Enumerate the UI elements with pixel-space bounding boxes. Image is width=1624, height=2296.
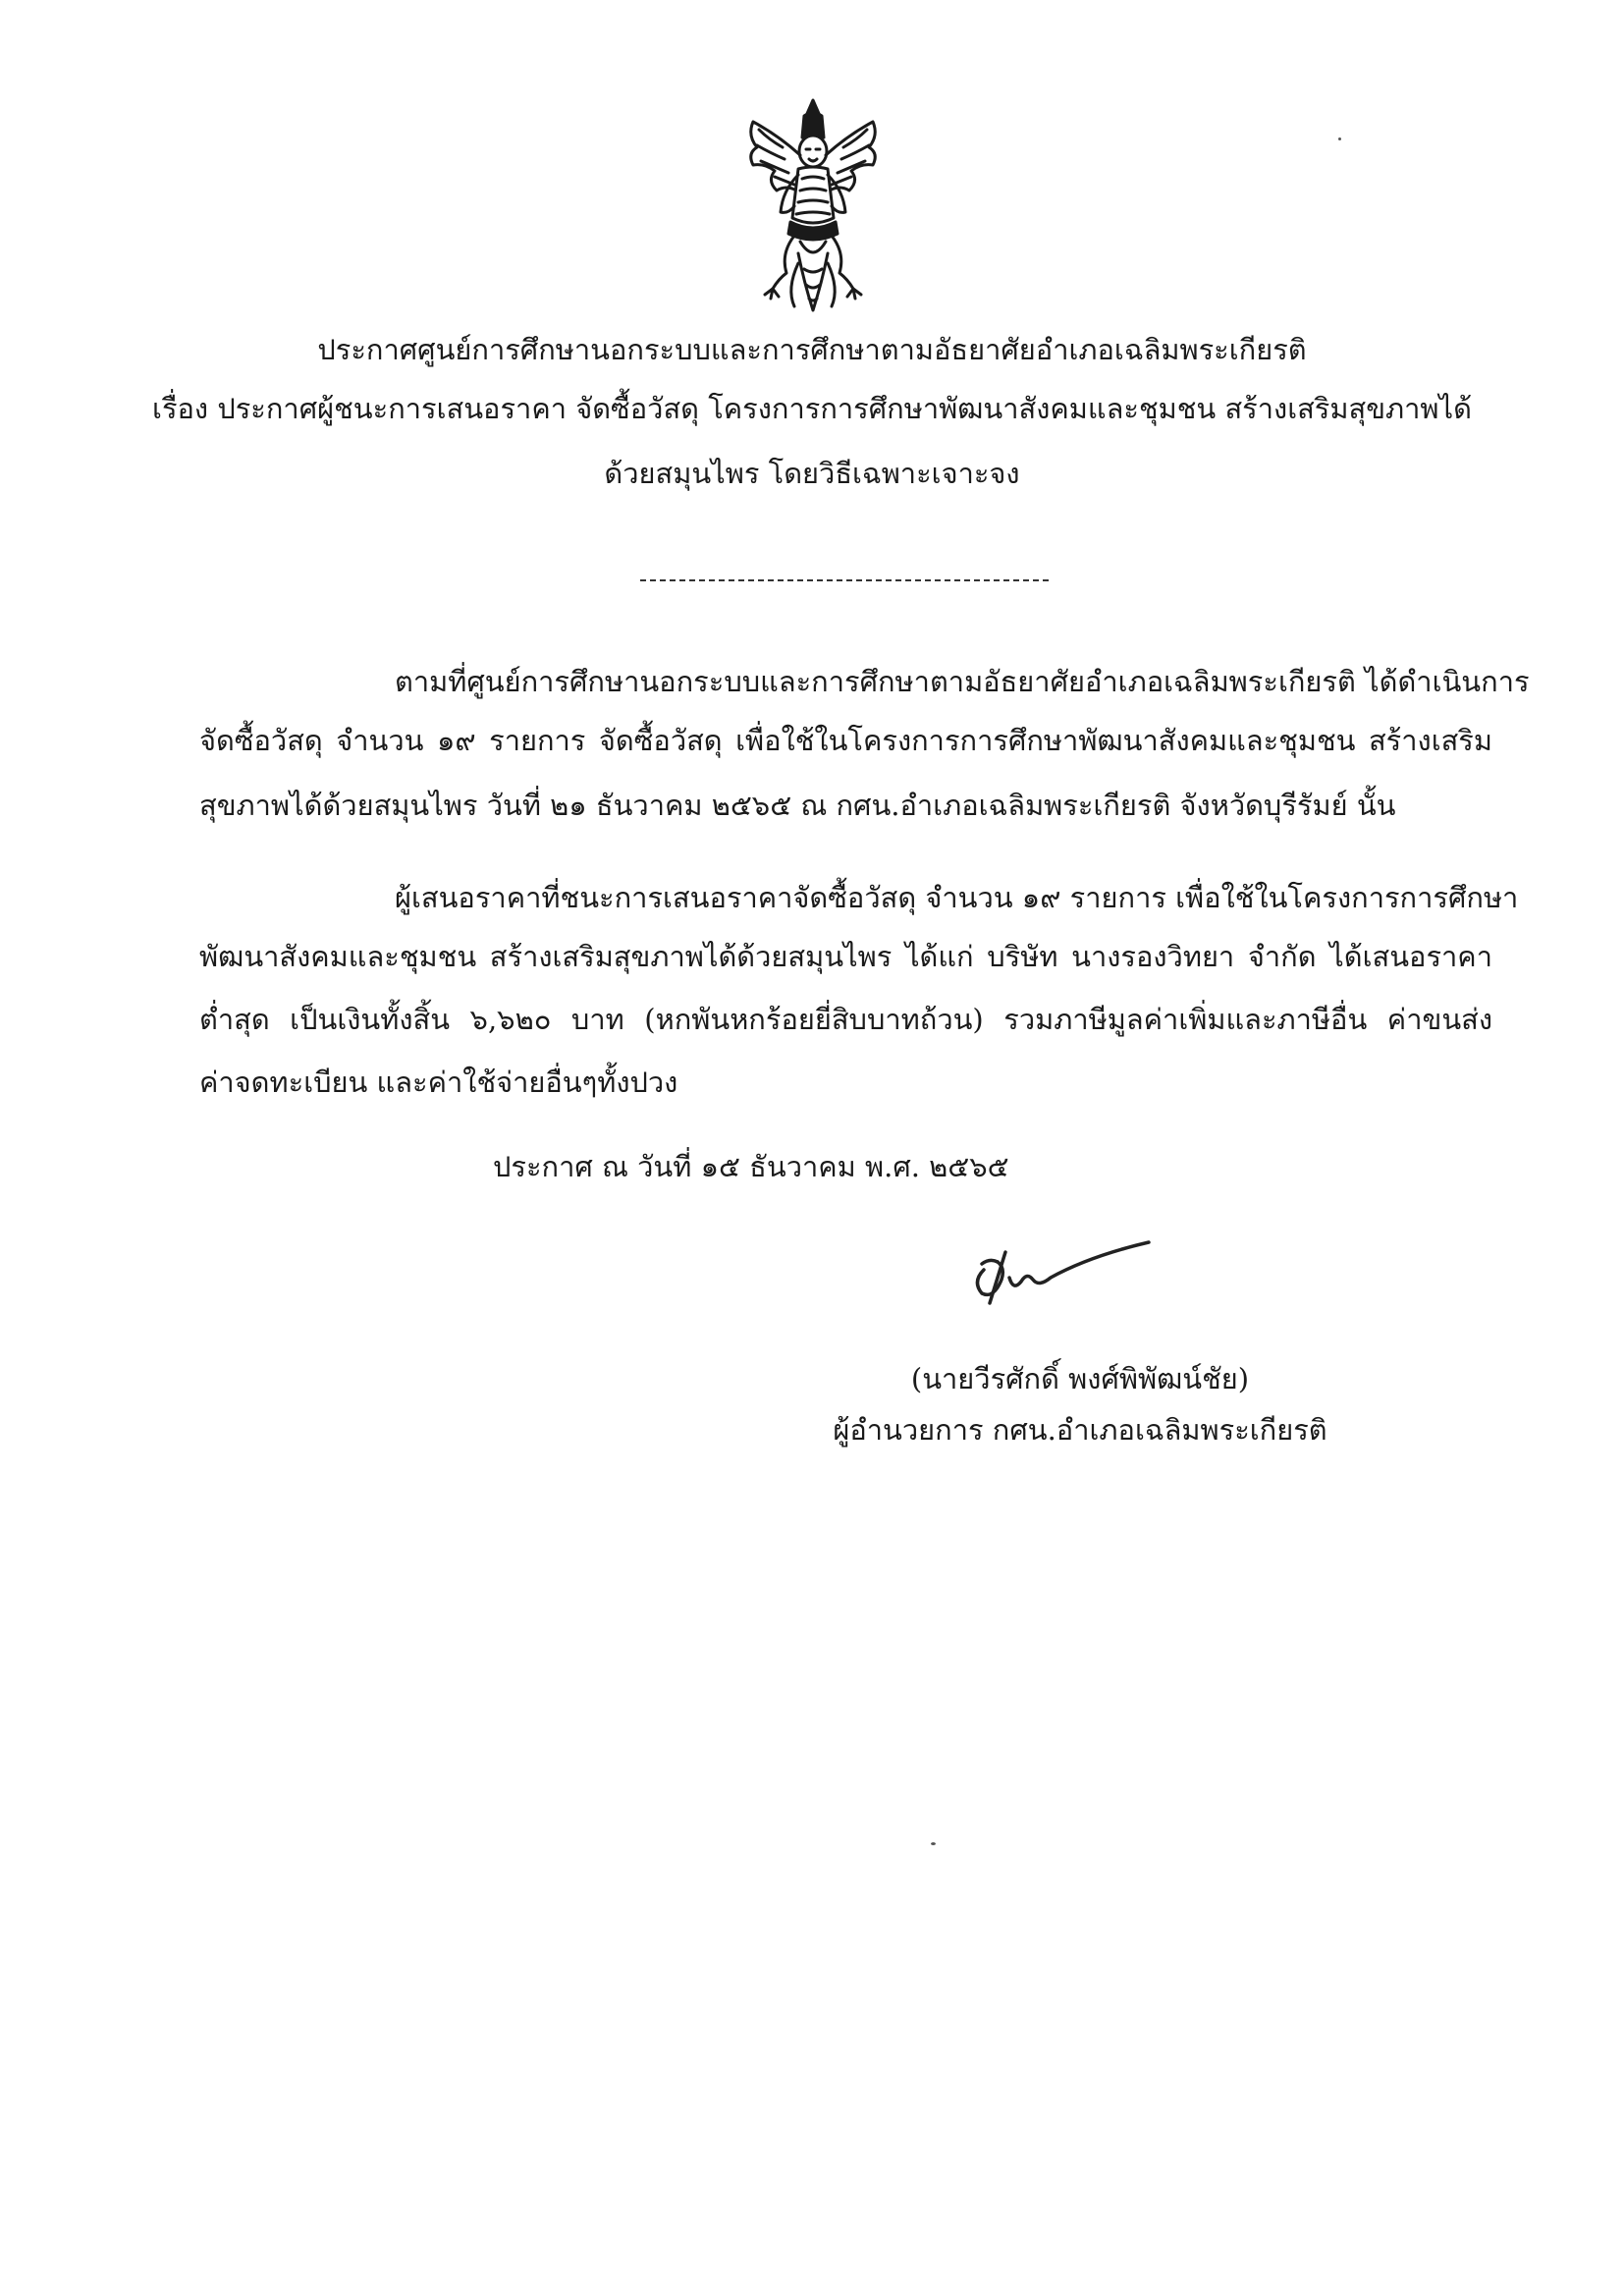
announcement-subject-continued: ด้วยสมุนไพร โดยวิธีเฉพาะเจาะจง [604, 457, 1020, 490]
announcement-subject: เรื่อง ประกาศผู้ชนะการเสนอราคา จัดซื้อวัสดุ โครงการการศึกษาพัฒนาสังคมและชุมชน สร้างเสริมสุขภาพได้ [152, 392, 1472, 425]
paragraph-1-line-1: ตามที่ศูนย์การศึกษานอกระบบและการศึกษาตามอัธยาศัยอำเภอเฉลิมพระเกียรติ ได้ดำเนินการ [395, 665, 1530, 698]
header-divider [640, 579, 1049, 581]
announcement-title: ประกาศศูนย์การศึกษานอกระบบและการศึกษาตามอัธยาศัยอำเภอเฉลิมพระเกียรติ [317, 333, 1307, 366]
garuda-emblem-icon [739, 96, 887, 320]
paragraph-1-line-2: จัดซื้อวัสดุ จำนวน ๑๙ รายการ จัดซื้อวัสดุ เพื่อใช้ในโครงการการศึกษาพัฒนาสังคมและชุมชน สร้างเสริม [199, 724, 1492, 757]
signature-icon [962, 1223, 1159, 1311]
paragraph-2-line-3: ต่ำสุด เป็นเงินทั้งสิ้น ๖,๖๒๐ บาท (หกพันหกร้อยยี่สิบบาทถ้วน) รวมภาษีมูลค่าเพิ่มและภาษีอื่น ค่าขนส่ง [199, 1003, 1492, 1036]
paragraph-2-line-1: ผู้เสนอราคาที่ชนะการเสนอราคาจัดซื้อวัสดุ จำนวน ๑๙ รายการ เพื่อใช้ในโครงการการศึกษา [395, 881, 1519, 914]
signer-name: (นายวีรศักดิ์ พงศ์พิพัฒน์ชัย) [910, 1362, 1250, 1395]
scan-speck [1338, 137, 1341, 140]
announcement-date: ประกาศ ณ วันที่ ๑๕ ธันวาคม พ.ศ. ๒๕๖๕ [493, 1150, 1009, 1183]
paragraph-2-line-2: พัฒนาสังคมและชุมชน สร้างเสริมสุขภาพได้ด้วยสมุนไพร ได้แก่ บริษัท นางรองวิทยา จำกัด ได้เสนอราคา [199, 940, 1492, 973]
paragraph-2-line-4: ค่าจดทะเบียน และค่าใช้จ่ายอื่นๆทั้งปวง [199, 1066, 678, 1099]
scan-speck [931, 1842, 936, 1845]
signer-position: ผู้อำนวยการ กศน.อำเภอเฉลิมพระเกียรติ [833, 1413, 1327, 1447]
paragraph-1-line-3: สุขภาพได้ด้วยสมุนไพร วันที่ ๒๑ ธันวาคม ๒๕๖๕ ณ กศน.อำเภอเฉลิมพระเกียรติ จังหวัดบุรีรัมย์ นั้น [199, 789, 1396, 822]
